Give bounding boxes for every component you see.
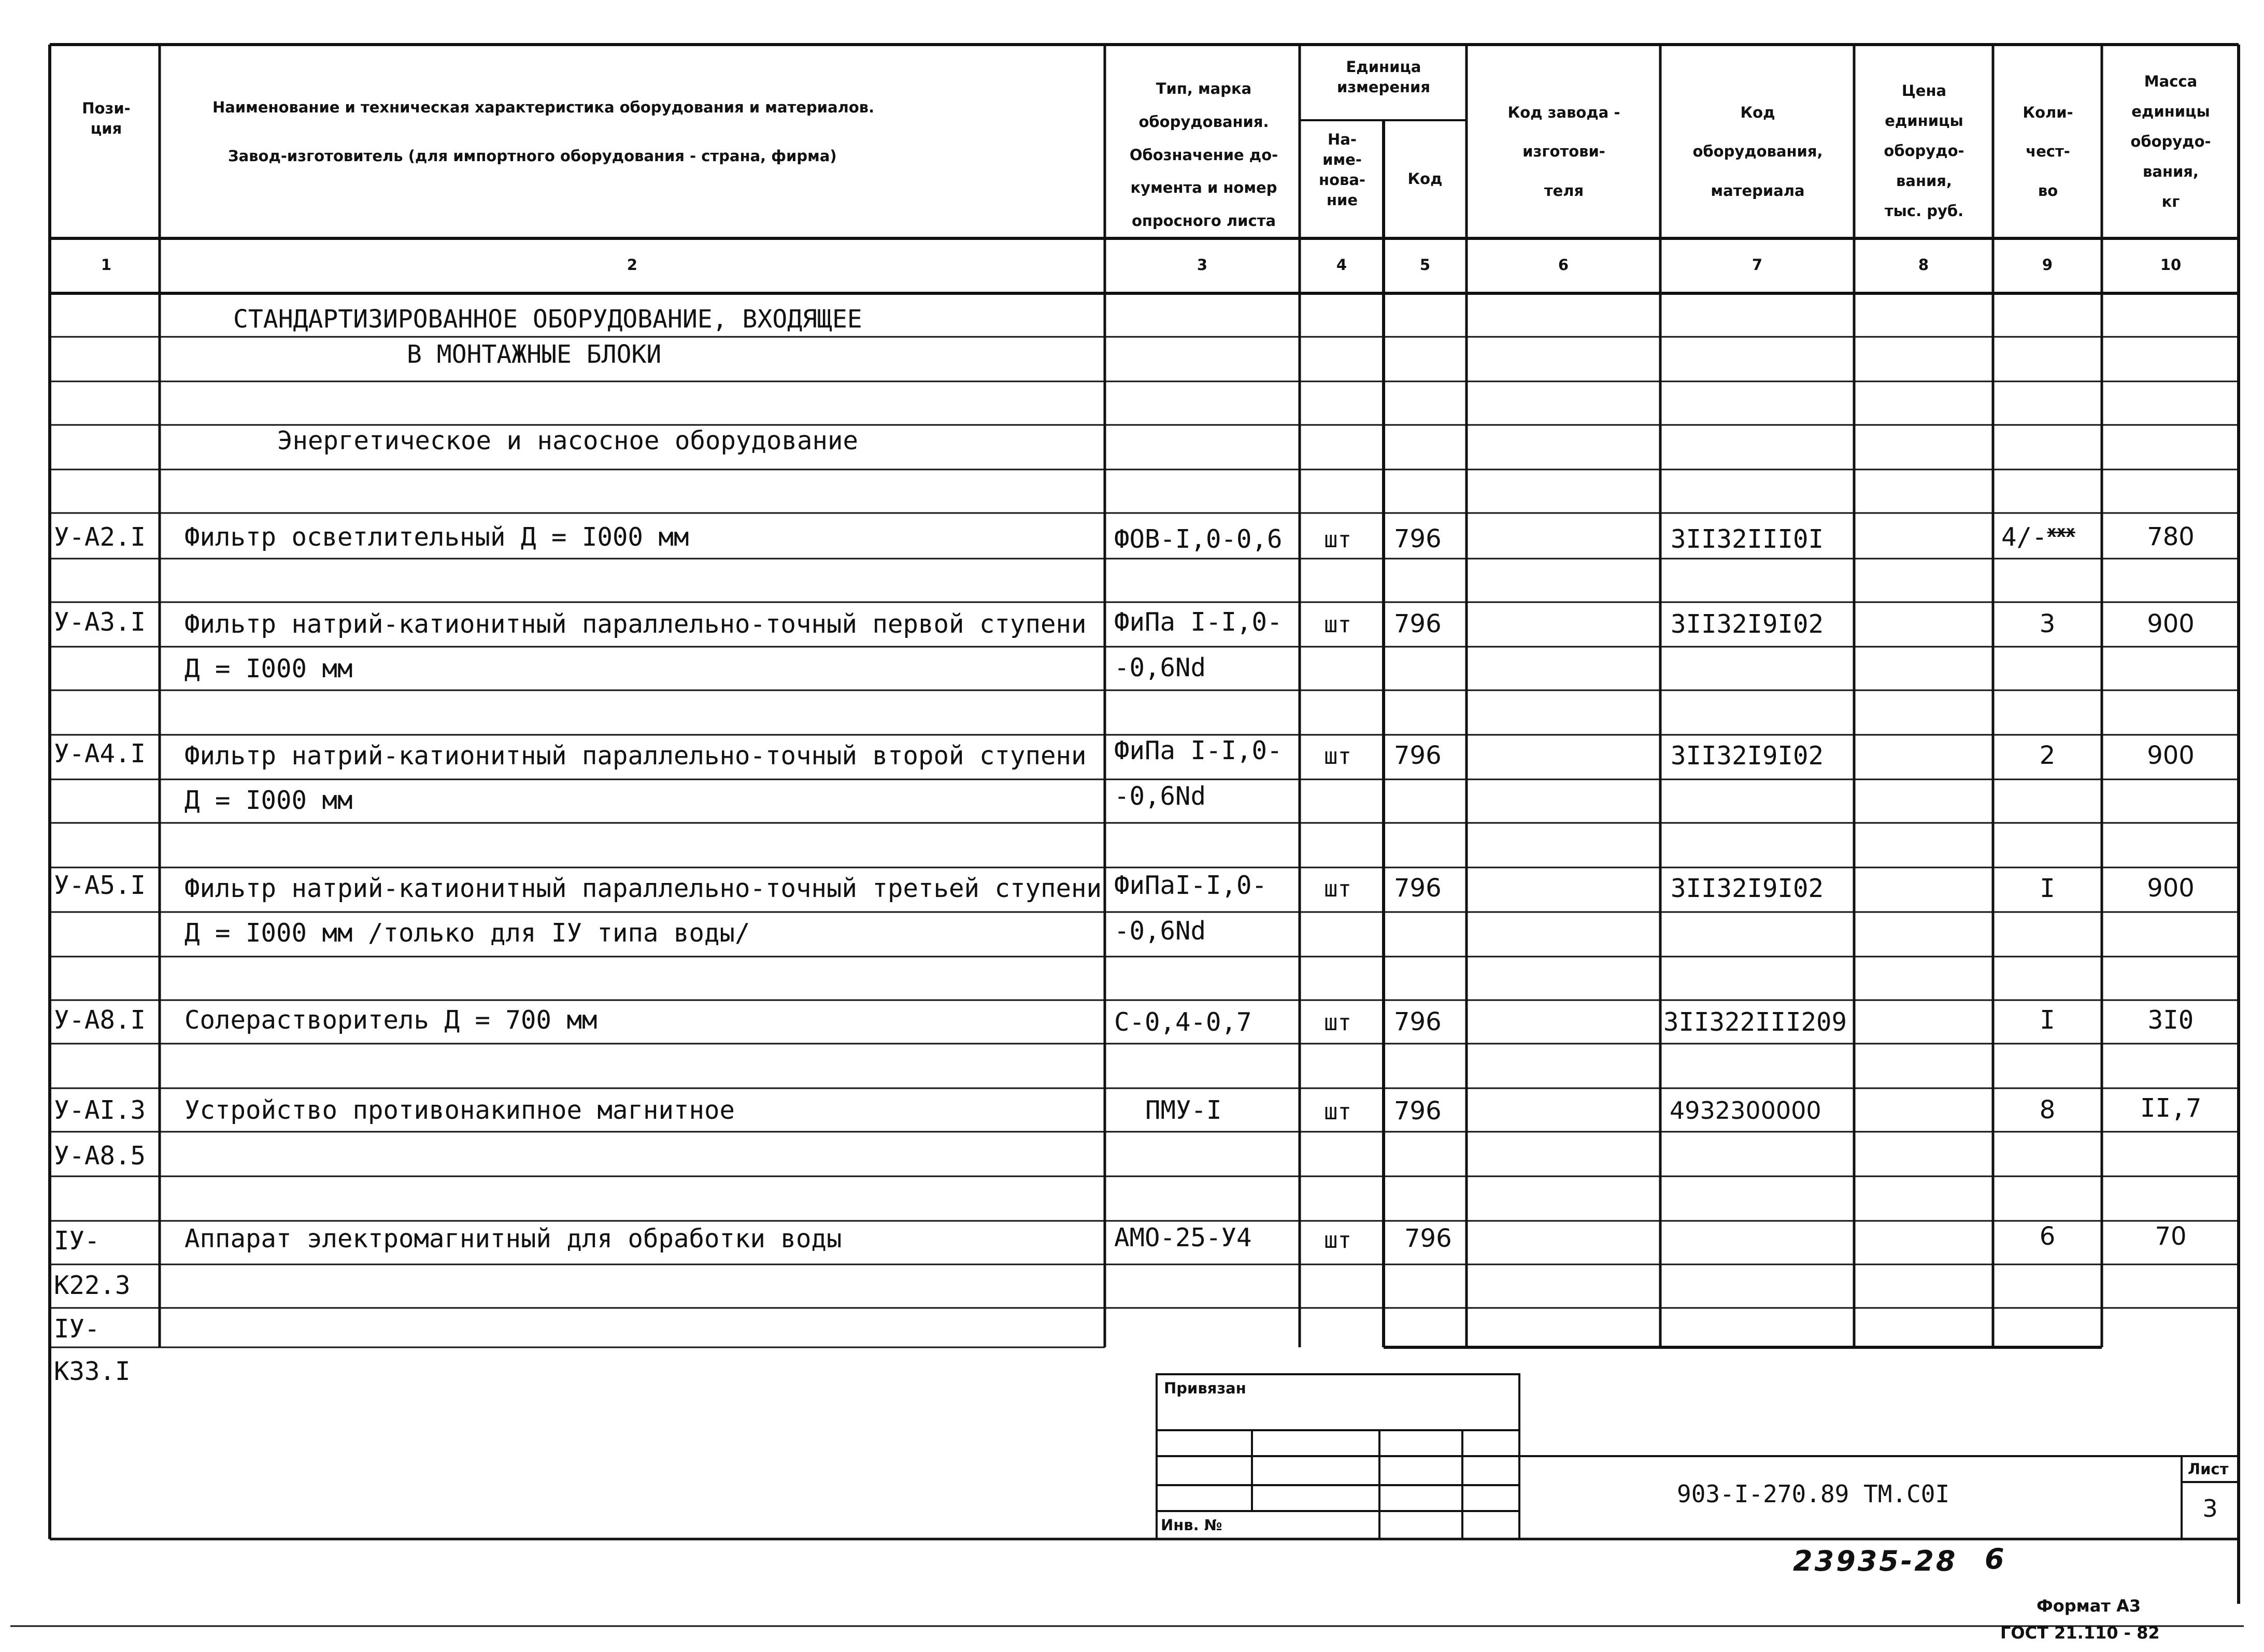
row2-name: Фильтр натрий-катионитный параллельно-точный первой ступени [184, 609, 1087, 639]
row3-type: ФиПа I-I,0- [1114, 736, 1283, 765]
row6-code: 796 [1394, 1096, 1442, 1126]
row5-material: 3II322III209 [1663, 1009, 1847, 1035]
row1-position: У-А2.I [54, 522, 146, 552]
row3-unit: шт [1324, 743, 1351, 770]
stamp-handwritten-suffix: 6 [1985, 1543, 2004, 1575]
row5-mass: 3I0 [2147, 1005, 2194, 1035]
row2-code: 796 [1394, 609, 1442, 638]
row4-material: 3II32I9I02 [1671, 874, 1824, 903]
row2-type: ФиПа I-I,0- [1114, 607, 1283, 637]
row5-type: С-0,4-0,7 [1114, 1007, 1252, 1037]
row7-type: АМО-25-У4 [1114, 1223, 1252, 1252]
row3-name-cont: Д = I000 мм [184, 786, 353, 815]
header-quantity: Коли- чест- во [2023, 104, 2073, 200]
row4-name: Фильтр натрий-катионитный параллельно-точный третьей ступени [184, 874, 1102, 903]
row3-mass: 900 [2147, 741, 2195, 770]
row4-name-cont: Д = I000 мм /только для IУ типа воды/ [184, 918, 750, 948]
section-standard-line1: СТАНДАРТИЗИРОВАННОЕ ОБОРУДОВАНИЕ, ВХОДЯЩЕЕ [233, 305, 862, 334]
row7-quantity: 6 [2039, 1222, 2056, 1251]
row6-position: У-АI.3 [54, 1095, 146, 1125]
row4-quantity: I [2040, 874, 2055, 903]
row3-code: 796 [1394, 741, 1442, 770]
stamp-privyazan: Привязан [1164, 1379, 1246, 1397]
row3-quantity: 2 [2039, 741, 2056, 770]
colnum-10: 10 [2160, 256, 2182, 274]
colnum-6: 6 [1558, 256, 1569, 274]
row7-unit: шт [1324, 1227, 1351, 1254]
row4-code: 796 [1394, 874, 1442, 903]
header-mass: Масса единицы оборудо- вания, кг [2130, 73, 2211, 210]
header-position: Пози- ция [82, 99, 131, 138]
colnum-9: 9 [2042, 256, 2053, 274]
row6-material: 4932300000 [1670, 1096, 1821, 1124]
colnum-5: 5 [1419, 256, 1431, 274]
stamp-document-code: 903-I-270.89 ТМ.С0I [1677, 1480, 1950, 1508]
header-name-line2: Завод-изготовитель (для импортного оборудования - страна, фирма) [228, 147, 837, 165]
stamp-handwritten-number: 23935-28 [1793, 1545, 1958, 1577]
row2-mass: 900 [2147, 609, 2195, 638]
row1-name: Фильтр осветлительный Д = I000 мм [184, 522, 689, 552]
row7-code: 796 [1404, 1224, 1452, 1253]
row1-code: 796 [1394, 524, 1442, 553]
row6-unit: шт [1324, 1099, 1351, 1125]
header-unit-code: Код [1407, 170, 1443, 188]
row7-position: IУ- [54, 1226, 100, 1256]
row7-position-3: IУ- [54, 1314, 100, 1344]
header-material-code: Код оборудования, материала [1692, 104, 1823, 200]
row1-material: 3II32III0I [1671, 524, 1824, 554]
row4-position: У-А5.I [54, 871, 146, 900]
stamp-inventory-number: Инв. № [1161, 1516, 1222, 1534]
colnum-7: 7 [1752, 256, 1763, 274]
row6-position-2: У-А8.5 [54, 1141, 146, 1171]
row4-mass: 900 [2147, 874, 2195, 903]
colnum-8: 8 [1918, 256, 1929, 274]
row2-unit: шт [1324, 611, 1351, 638]
stamp-sheet-label: Лист [2188, 1460, 2229, 1478]
row2-type-cont: -0,6Nd [1114, 653, 1206, 682]
row6-type: ПМУ-I [1145, 1095, 1222, 1125]
row3-type-cont: -0,6Nd [1114, 781, 1206, 811]
row2-material: 3II32I9I02 [1671, 609, 1824, 639]
row1-type: ФОВ-I,0-0,6 [1114, 524, 1283, 554]
colnum-3: 3 [1197, 256, 1208, 274]
row7-position-4: К33.I [54, 1357, 131, 1386]
row5-code: 796 [1394, 1007, 1442, 1036]
row2-position: У-А3.I [54, 607, 146, 637]
row5-position: У-А8.I [54, 1005, 146, 1035]
row5-quantity: I [2040, 1005, 2055, 1035]
stamp-sheet-number: 3 [2202, 1494, 2218, 1522]
row3-position: У-А4.I [54, 739, 146, 768]
row6-quantity: 8 [2039, 1095, 2056, 1124]
row2-quantity: 3 [2039, 609, 2056, 638]
row1-quantity [2001, 524, 2075, 550]
section-energy-pumps: Энергетическое и насосное оборудование [277, 426, 859, 455]
colnum-1: 1 [101, 256, 112, 274]
colnum-2: 2 [626, 256, 638, 274]
row1-quantity-value: 4/- [2001, 522, 2047, 552]
header-unit-name: На- име- нова- ние [1319, 131, 1365, 209]
section-standard-line2: В МОНТАЖНЫЕ БЛОКИ [407, 340, 662, 369]
row5-name: Солерастворитель Д = 700 мм [184, 1005, 597, 1035]
header-factory-code: Код завода - изготови- теля [1507, 104, 1620, 200]
row1-quantity-struck: ххх [2047, 523, 2075, 541]
row2-name-cont: Д = I000 мм [184, 654, 353, 683]
row1-mass: 780 [2147, 522, 2195, 551]
row7-position-2: К22.3 [54, 1271, 131, 1300]
row5-unit: шт [1324, 1009, 1351, 1036]
header-price: Цена единицы оборудо- вания, тыс. руб. [1884, 82, 1964, 220]
header-type: Тип, марка оборудования. Обозначение до- кумента и номер опросного листа [1129, 80, 1278, 230]
row7-mass: 70 [2155, 1222, 2187, 1251]
row4-type-cont: -0,6Nd [1114, 916, 1206, 946]
header-name-line1: Наименование и техническая характеристика оборудования и материалов. [212, 98, 875, 116]
colnum-4: 4 [1336, 256, 1347, 274]
header-unit-group: Единица измерения [1337, 58, 1430, 96]
stamp-format: Формат А3 [2037, 1596, 2141, 1616]
row7-name: Аппарат электромагнитный для обработки воды [184, 1224, 842, 1254]
row1-unit: шт [1324, 526, 1351, 553]
row4-type: ФиПаI-I,0- [1114, 871, 1268, 900]
row3-material: 3II32I9I02 [1671, 741, 1824, 771]
row6-name: Устройство противонакипное магнитное [184, 1095, 735, 1125]
row3-name: Фильтр натрий-катионитный параллельно-точный второй ступени [184, 741, 1087, 771]
row6-mass: II,7 [2140, 1093, 2201, 1123]
row4-unit: шт [1324, 876, 1351, 902]
stamp-gost: ГОСТ 21.110 - 82 [2000, 1623, 2160, 1643]
